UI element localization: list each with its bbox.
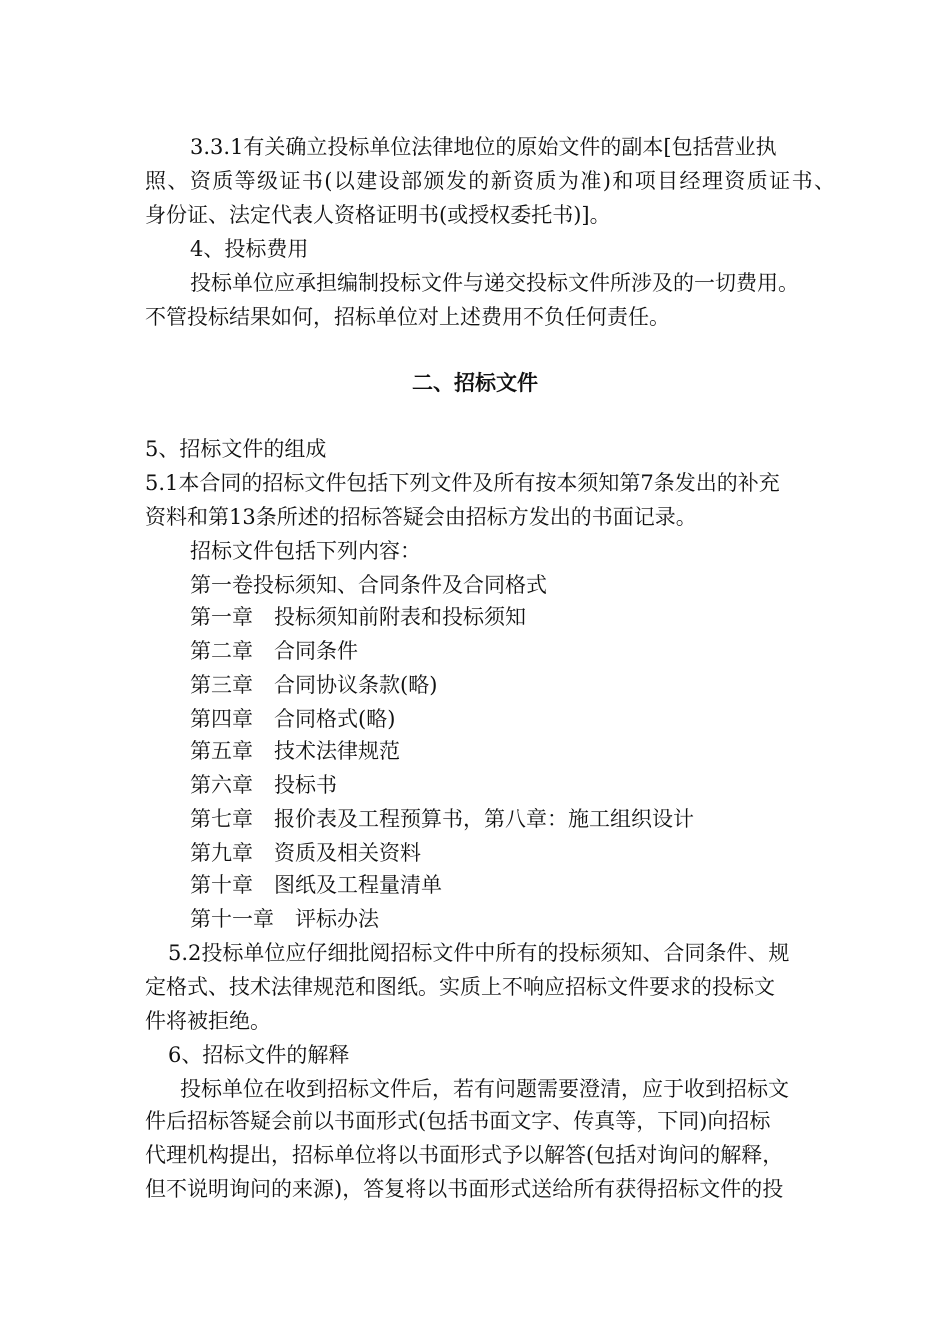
- s6-title: 6、招标文件的解释: [168, 1043, 350, 1067]
- chapter-item: 第二章 合同条件: [190, 639, 358, 663]
- p331-line-2: 照、资质等级证书(以建设部颁发的新资质为准)和项目经理资质证书、: [145, 169, 835, 193]
- s4-body-line-1: 投标单位应承担编制投标文件与递交投标文件所涉及的一切费用。: [190, 271, 799, 295]
- contents-intro: 招标文件包括下列内容：: [190, 539, 421, 563]
- s52-line-3: 件将被拒绝。: [145, 1009, 271, 1033]
- chapter-item: 第四章 合同格式(略): [190, 707, 396, 731]
- chapter-item: 第三章 合同协议条款(略): [190, 673, 438, 697]
- s6-body-line-2: 件后招标答疑会前以书面形式(包括书面文字、传真等，下同)向招标: [145, 1109, 771, 1133]
- chapter-item: 第十章 图纸及工程量清单: [190, 873, 442, 897]
- section-heading: 二、招标文件: [412, 371, 538, 395]
- chapter-item: 第五章 技术法律规范: [190, 739, 400, 763]
- chapter-item: 第一章 投标须知前附表和投标须知: [190, 605, 526, 629]
- s4-title: 4、投标费用: [190, 237, 309, 261]
- chapter-item: 第十一章 评标办法: [190, 907, 379, 931]
- s51-line-2: 资料和第13条所述的招标答疑会由招标方发出的书面记录。: [145, 505, 697, 529]
- s52-line-1: 5.2投标单位应仔细批阅招标文件中所有的投标须知、合同条件、规: [168, 941, 790, 965]
- s6-body-line-1: 投标单位在收到招标文件后，若有问题需要澄清，应于收到招标文: [180, 1077, 789, 1101]
- s52-line-2: 定格式、技术法律规范和图纸。实质上不响应招标文件要求的投标文: [145, 975, 775, 999]
- chapter-item: 第九章 资质及相关资料: [190, 841, 421, 865]
- chapter-item: 第六章 投标书: [190, 773, 337, 797]
- s5-title: 5、招标文件的组成: [145, 437, 327, 461]
- s51-line-1: 5.1本合同的招标文件包括下列文件及所有按本须知第7条发出的补充: [145, 471, 780, 495]
- s4-body-line-2: 不管投标结果如何，招标单位对上述费用不负任何责任。: [145, 305, 670, 329]
- s6-body-line-3: 代理机构提出，招标单位将以书面形式予以解答(包括对询问的解释，: [145, 1143, 784, 1167]
- p331-line-1: 3.3.1有关确立投标单位法律地位的原始文件的副本[包括营业执: [190, 135, 777, 159]
- s6-body-line-4: 但不说明询问的来源)，答复将以书面形式送给所有获得招标文件的投: [145, 1177, 784, 1201]
- chapter-item: 第七章 报价表及工程预算书，第八章：施工组织设计: [190, 807, 694, 831]
- volume-1: 第一卷投标须知、合同条件及合同格式: [190, 573, 547, 597]
- p331-line-3: 身份证、法定代表人资格证明书(或授权委托书)]。: [145, 203, 611, 227]
